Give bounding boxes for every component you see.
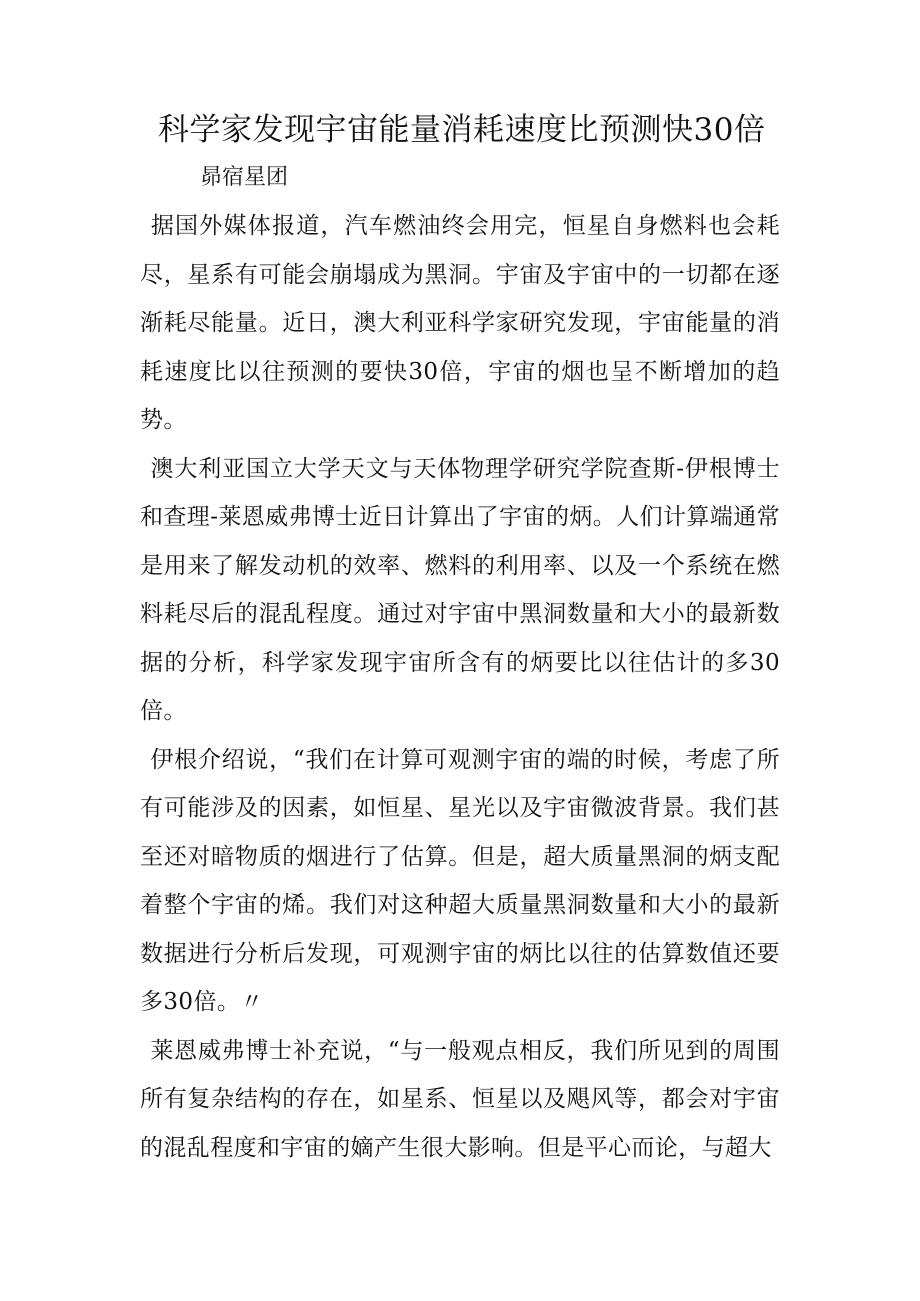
paragraph-3 (140, 736, 780, 1027)
paragraph-1-text: 据国外媒体报道，汽车燃油终会用完，恒星自身燃料也会耗尽，星系有可能会崩塌成为黑洞。宇宙及宇宙中的一切都在逐渐耗尽能量。近日，澳大利亚科学家研究发现，宇宙能量的消耗速度比以往预测的要快30倍，宇宙的烟也呈不断增加的趋势。 (140, 213, 780, 433)
paragraph-4-text: 莱恩威弗博士补充说，“与一般观点相反，我们所见到的周围所有复杂结构的存在，如星系、恒星以及飓风等，都会对宇宙的混乱程度和宇宙的嫡产生很大影响。但是平心而论，与超大 (140, 1037, 780, 1161)
paragraph-3-text: 伊根介绍说，“我们在计算可观测宇宙的端的时候，考虑了所有可能涉及的因素，如恒星、星光以及宇宙微波背景。我们甚至还对暗物质的烟进行了估算。但是，超大质量黑洞的炳支配着整个宇宙的烯。我们对这种超大质量黑洞数量和大小的最新数据进行分析后发现，可观测宇宙的炳比以往的估算数值还要多30倍。〃 (140, 746, 780, 1015)
document-author: 昴宿星团 (200, 165, 289, 190)
document-body (140, 202, 780, 1172)
paragraph-2-text: 澳大利亚国立大学天文与天体物理学研究学院查斯-伊根博士和查理-莱恩威弗博士近日计算出了宇宙的炳。人们计算端通常是用来了解发动机的效率、燃料的利用率、以及一个系统在燃料耗尽后的混乱程度。通过对宇宙中黑洞数量和大小的最新数据的分析，科学家发现宇宙所含有的炳要比以往估计的多30倍。 (140, 455, 780, 724)
paragraph-2 (140, 445, 780, 736)
document-title: 科学家发现宇宙能量消耗速度比预测快30倍 (158, 112, 766, 148)
paragraph-1 (140, 202, 780, 445)
paragraph-4 (140, 1027, 780, 1173)
